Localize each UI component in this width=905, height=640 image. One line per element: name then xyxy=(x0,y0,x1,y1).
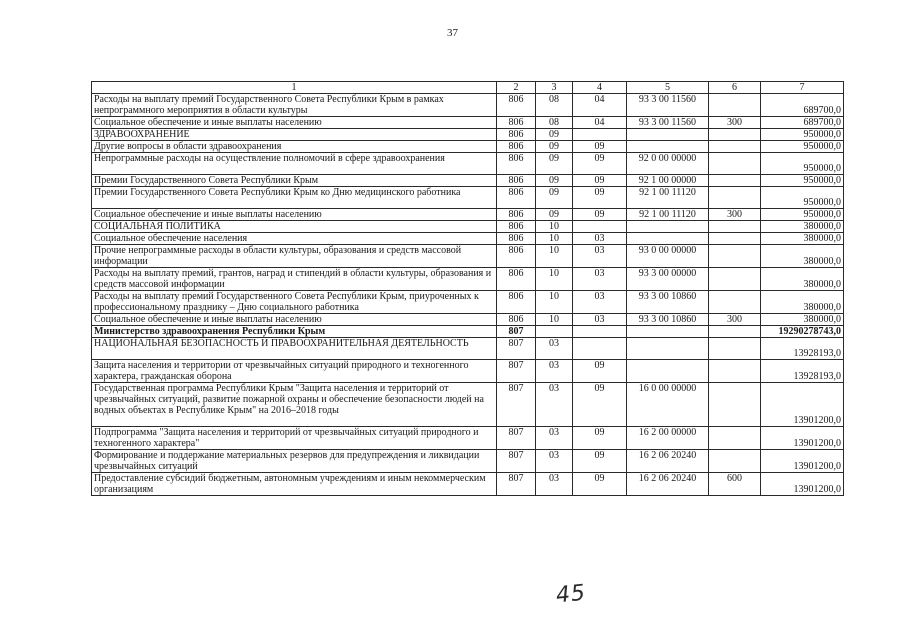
cell-target-item xyxy=(627,360,709,383)
table-row xyxy=(92,326,844,338)
cell-subsection: 09 xyxy=(573,141,627,153)
cell-section: 10 xyxy=(536,314,573,326)
cell-subsection: 09 xyxy=(573,209,627,221)
cell-admin-code: 807 xyxy=(497,326,536,338)
cell-subsection: 03 xyxy=(573,268,627,291)
cell-subsection: 09 xyxy=(573,383,627,427)
table-row xyxy=(92,175,844,187)
cell-admin-code: 806 xyxy=(497,141,536,153)
column-header-3: 3 xyxy=(536,82,573,94)
cell-subsection: 09 xyxy=(573,153,627,175)
cell-subsection: 03 xyxy=(573,291,627,314)
cell-admin-code: 806 xyxy=(497,221,536,233)
table-row xyxy=(92,291,844,314)
cell-amount: 13901200,0 xyxy=(761,450,844,473)
cell-amount: 13901200,0 xyxy=(761,427,844,450)
cell-name: Социальное обеспечение и иные выплаты населению xyxy=(92,314,497,326)
cell-amount: 689700,0 xyxy=(761,117,844,129)
cell-target-item: 92 0 00 00000 xyxy=(627,153,709,175)
cell-expense-type xyxy=(709,94,761,117)
cell-expense-type xyxy=(709,291,761,314)
cell-subsection: 09 xyxy=(573,473,627,496)
cell-section: 09 xyxy=(536,141,573,153)
cell-amount: 950000,0 xyxy=(761,153,844,175)
column-header-4: 4 xyxy=(573,82,627,94)
cell-name: Социальное обеспечение населения xyxy=(92,233,497,245)
cell-target-item: 93 3 00 11560 xyxy=(627,94,709,117)
cell-target-item: 16 2 00 00000 xyxy=(627,427,709,450)
cell-section: 03 xyxy=(536,338,573,360)
cell-expense-type xyxy=(709,383,761,427)
cell-amount: 13928193,0 xyxy=(761,338,844,360)
cell-target-item xyxy=(627,326,709,338)
cell-amount: 13901200,0 xyxy=(761,473,844,496)
cell-section: 03 xyxy=(536,450,573,473)
cell-name: Расходы на выплату премий, грантов, наград и стипендий в области культуры, образования и средств массовой информации xyxy=(92,268,497,291)
cell-name: Предоставление субсидий бюджетным, автономным учреждениям и иным некоммерческим организациям xyxy=(92,473,497,496)
cell-admin-code: 806 xyxy=(497,117,536,129)
column-header-2: 2 xyxy=(497,82,536,94)
cell-name: Социальное обеспечение и иные выплаты населению xyxy=(92,209,497,221)
cell-name: Защита населения и территории от чрезвычайных ситуаций природного и техногенного характера, гражданская оборона xyxy=(92,360,497,383)
cell-amount: 380000,0 xyxy=(761,268,844,291)
cell-admin-code: 806 xyxy=(497,94,536,117)
table-row xyxy=(92,233,844,245)
cell-amount: 689700,0 xyxy=(761,94,844,117)
cell-admin-code: 807 xyxy=(497,450,536,473)
cell-expense-type xyxy=(709,129,761,141)
cell-amount: 380000,0 xyxy=(761,245,844,268)
table-header-row xyxy=(92,82,844,94)
cell-subsection: 03 xyxy=(573,233,627,245)
cell-amount: 950000,0 xyxy=(761,141,844,153)
table-row xyxy=(92,473,844,496)
handwritten-page-note: 45 xyxy=(554,580,588,609)
table-row xyxy=(92,117,844,129)
cell-section: 03 xyxy=(536,383,573,427)
cell-expense-type xyxy=(709,187,761,209)
cell-admin-code: 806 xyxy=(497,187,536,209)
cell-section: 09 xyxy=(536,153,573,175)
cell-amount: 950000,0 xyxy=(761,129,844,141)
table-row xyxy=(92,427,844,450)
cell-subsection: 09 xyxy=(573,175,627,187)
cell-name: Прочие непрограммные расходы в области культуры, образования и средств массовой информации xyxy=(92,245,497,268)
cell-name: ЗДРАВООХРАНЕНИЕ xyxy=(92,129,497,141)
cell-name: НАЦИОНАЛЬНАЯ БЕЗОПАСНОСТЬ И ПРАВООХРАНИТЕЛЬНАЯ ДЕЯТЕЛЬНОСТЬ xyxy=(92,338,497,360)
cell-section: 03 xyxy=(536,473,573,496)
table-row xyxy=(92,141,844,153)
cell-amount: 380000,0 xyxy=(761,221,844,233)
cell-expense-type xyxy=(709,360,761,383)
cell-admin-code: 806 xyxy=(497,233,536,245)
cell-amount: 380000,0 xyxy=(761,291,844,314)
cell-expense-type xyxy=(709,338,761,360)
cell-admin-code: 806 xyxy=(497,209,536,221)
cell-target-item: 16 2 06 20240 xyxy=(627,450,709,473)
cell-admin-code: 806 xyxy=(497,175,536,187)
cell-admin-code: 806 xyxy=(497,129,536,141)
table-row xyxy=(92,314,844,326)
cell-name: Расходы на выплату премий Государственного Совета Республики Крым, приуроченных к профессиональному празднику – Дню социального работника xyxy=(92,291,497,314)
table-row xyxy=(92,450,844,473)
cell-target-item: 93 3 00 10860 xyxy=(627,291,709,314)
cell-admin-code: 807 xyxy=(497,427,536,450)
cell-amount: 950000,0 xyxy=(761,209,844,221)
cell-subsection: 09 xyxy=(573,187,627,209)
cell-expense-type xyxy=(709,268,761,291)
column-header-1: 1 xyxy=(92,82,497,94)
column-header-6: 6 xyxy=(709,82,761,94)
cell-admin-code: 806 xyxy=(497,153,536,175)
cell-name: Премии Государственного Совета Республики Крым xyxy=(92,175,497,187)
cell-name: Подпрограмма "Защита населения и территорий от чрезвычайных ситуаций природного и техногенного характера" xyxy=(92,427,497,450)
cell-subsection: 03 xyxy=(573,314,627,326)
table-row xyxy=(92,338,844,360)
column-header-7: 7 xyxy=(761,82,844,94)
cell-name: Другие вопросы в области здравоохранения xyxy=(92,141,497,153)
cell-expense-type xyxy=(709,153,761,175)
table-row xyxy=(92,360,844,383)
cell-expense-type xyxy=(709,326,761,338)
column-header-5: 5 xyxy=(627,82,709,94)
cell-section: 10 xyxy=(536,233,573,245)
cell-admin-code: 806 xyxy=(497,314,536,326)
cell-section: 10 xyxy=(536,268,573,291)
cell-expense-type: 300 xyxy=(709,314,761,326)
cell-admin-code: 806 xyxy=(497,245,536,268)
table-row xyxy=(92,187,844,209)
cell-subsection xyxy=(573,326,627,338)
cell-target-item: 16 2 06 20240 xyxy=(627,473,709,496)
cell-section: 03 xyxy=(536,360,573,383)
cell-subsection: 03 xyxy=(573,245,627,268)
cell-name: Непрограммные расходы на осуществление полномочий в сфере здравоохранения xyxy=(92,153,497,175)
cell-section: 10 xyxy=(536,291,573,314)
cell-section xyxy=(536,326,573,338)
cell-expense-type xyxy=(709,221,761,233)
page-number: 37 xyxy=(447,27,458,39)
cell-section: 03 xyxy=(536,427,573,450)
table-row xyxy=(92,94,844,117)
cell-target-item: 92 1 00 00000 xyxy=(627,175,709,187)
cell-expense-type xyxy=(709,245,761,268)
cell-name: Расходы на выплату премий Государственного Совета Республики Крым в рамках непрограммного мероприятия в области культуры xyxy=(92,94,497,117)
cell-name: Государственная программа Республики Крым "Защита населения и территорий от чрезвычайных ситуаций, развитие пожарной охраны и обеспечение безопасности людей на водных объектах в Республике Крым" на 2016–2018 годы xyxy=(92,383,497,427)
cell-expense-type xyxy=(709,233,761,245)
table-row xyxy=(92,153,844,175)
cell-section: 10 xyxy=(536,245,573,268)
cell-target-item: 93 3 00 10860 xyxy=(627,314,709,326)
cell-admin-code: 806 xyxy=(497,291,536,314)
cell-section: 09 xyxy=(536,129,573,141)
cell-target-item xyxy=(627,338,709,360)
table-row xyxy=(92,268,844,291)
cell-subsection xyxy=(573,221,627,233)
cell-target-item xyxy=(627,233,709,245)
budget-table xyxy=(91,81,844,496)
table-row xyxy=(92,129,844,141)
cell-expense-type: 300 xyxy=(709,117,761,129)
cell-target-item: 92 1 00 11120 xyxy=(627,209,709,221)
cell-subsection: 04 xyxy=(573,94,627,117)
cell-expense-type xyxy=(709,175,761,187)
cell-target-item: 92 1 00 11120 xyxy=(627,187,709,209)
cell-amount: 380000,0 xyxy=(761,233,844,245)
cell-subsection: 04 xyxy=(573,117,627,129)
cell-admin-code: 807 xyxy=(497,338,536,360)
cell-expense-type: 600 xyxy=(709,473,761,496)
cell-name: Социальное обеспечение и иные выплаты населению xyxy=(92,117,497,129)
cell-name: Премии Государственного Совета Республики Крым ко Дню медицинского работника xyxy=(92,187,497,209)
cell-target-item: 93 3 00 00000 xyxy=(627,268,709,291)
cell-target-item: 16 0 00 00000 xyxy=(627,383,709,427)
cell-target-item: 93 0 00 00000 xyxy=(627,245,709,268)
cell-section: 09 xyxy=(536,175,573,187)
cell-amount: 950000,0 xyxy=(761,187,844,209)
cell-admin-code: 806 xyxy=(497,268,536,291)
table-row xyxy=(92,221,844,233)
cell-amount: 950000,0 xyxy=(761,175,844,187)
cell-subsection xyxy=(573,338,627,360)
cell-section: 09 xyxy=(536,187,573,209)
cell-admin-code: 807 xyxy=(497,383,536,427)
table-row xyxy=(92,209,844,221)
table-row xyxy=(92,383,844,427)
cell-subsection: 09 xyxy=(573,360,627,383)
cell-admin-code: 807 xyxy=(497,473,536,496)
cell-expense-type xyxy=(709,450,761,473)
cell-subsection: 09 xyxy=(573,427,627,450)
cell-expense-type: 300 xyxy=(709,209,761,221)
cell-section: 08 xyxy=(536,94,573,117)
cell-expense-type xyxy=(709,141,761,153)
cell-section: 09 xyxy=(536,209,573,221)
cell-section: 08 xyxy=(536,117,573,129)
cell-subsection: 09 xyxy=(573,450,627,473)
cell-target-item xyxy=(627,129,709,141)
cell-amount: 19290278743,0 xyxy=(761,326,844,338)
cell-amount: 13928193,0 xyxy=(761,360,844,383)
cell-name: Министерство здравоохранения Республики Крым xyxy=(92,326,497,338)
cell-target-item xyxy=(627,221,709,233)
cell-subsection xyxy=(573,129,627,141)
cell-amount: 13901200,0 xyxy=(761,383,844,427)
cell-name: Формирование и поддержание материальных резервов для предупреждения и ликвидации чрезвычайных ситуаций xyxy=(92,450,497,473)
cell-expense-type xyxy=(709,427,761,450)
cell-target-item xyxy=(627,141,709,153)
cell-name: СОЦИАЛЬНАЯ ПОЛИТИКА xyxy=(92,221,497,233)
cell-target-item: 93 3 00 11560 xyxy=(627,117,709,129)
cell-section: 10 xyxy=(536,221,573,233)
cell-amount: 380000,0 xyxy=(761,314,844,326)
cell-admin-code: 807 xyxy=(497,360,536,383)
table-row xyxy=(92,245,844,268)
